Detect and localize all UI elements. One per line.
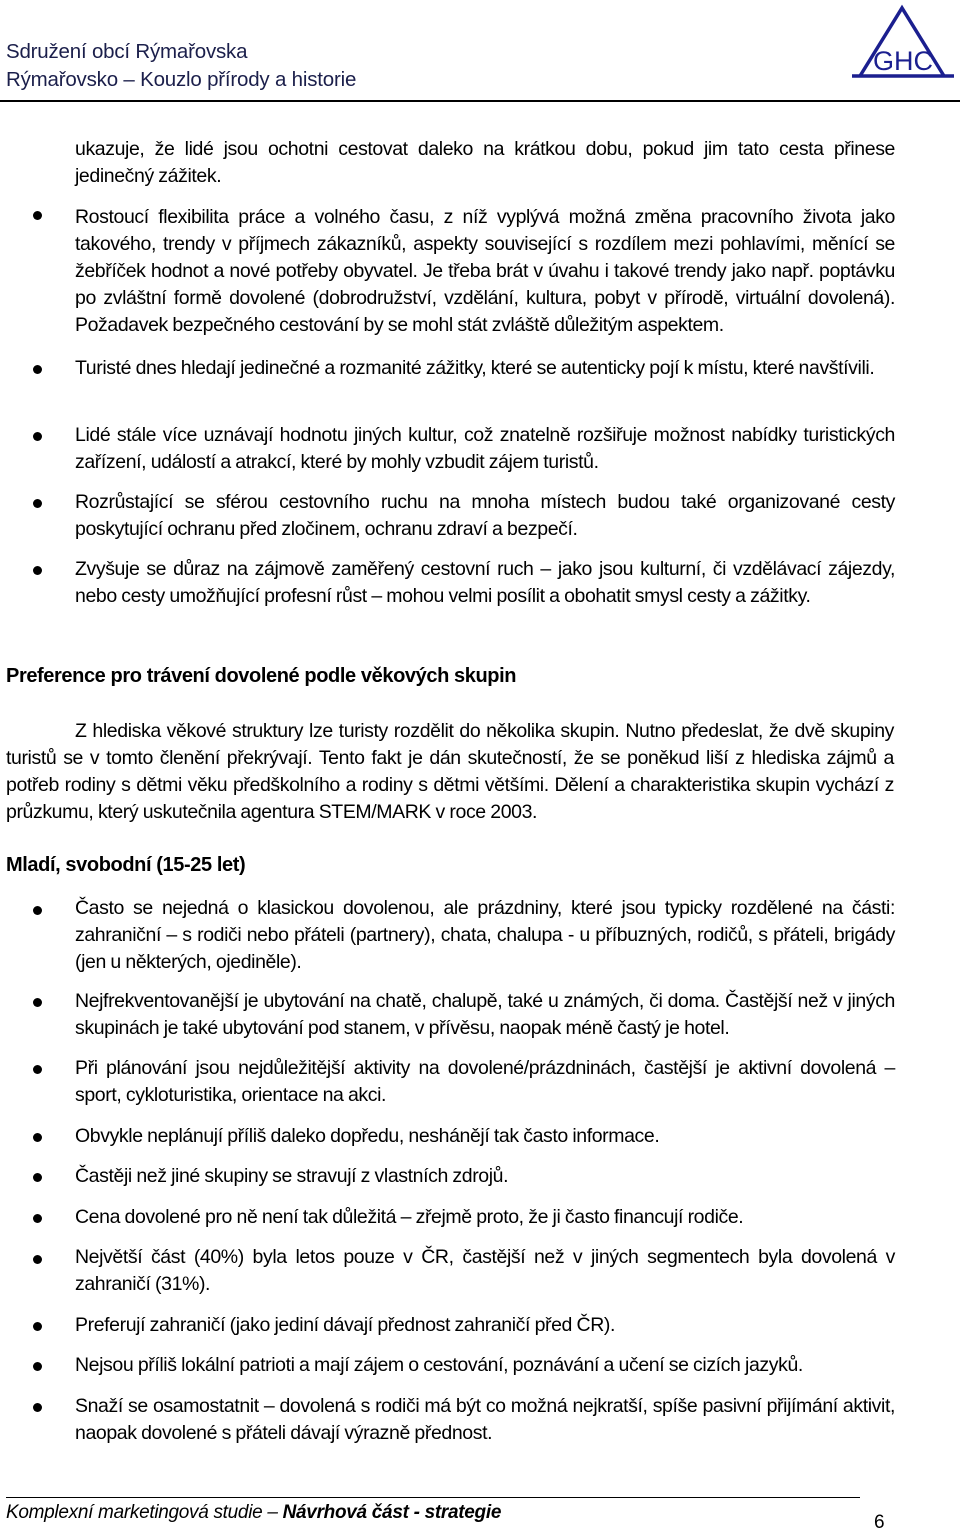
intro-continuation: ukazuje, že lidé jsou ochotni cestovat daleko na krátkou dobu, pokud jim tato cesta přinese jedinečný zážitek. xyxy=(75,138,895,187)
ghc-logo xyxy=(850,2,956,82)
list-item: Preferují zahraničí (jako jediní dávají přednost zahraničí před ČR). xyxy=(75,1314,615,1336)
page-number: 6 xyxy=(874,1512,885,1533)
bullet-dot xyxy=(33,1362,42,1371)
list-item: Rozrůstající se sférou cestovního ruchu na mnoha místech budou také organizované cesty poskytující ochranu před zločinem, ochranu zdraví a bezpečí. xyxy=(75,491,895,540)
bullet-dot xyxy=(33,1255,42,1264)
list-item: Obvykle neplánují příliš daleko dopředu, neshánějí tak často informace. xyxy=(75,1125,660,1147)
page-header xyxy=(0,0,960,100)
list-item: Turisté dnes hledají jedinečné a rozmanité zážitky, které se autenticky pojí k místu, které navštívili. xyxy=(75,357,875,379)
bullet-dot xyxy=(33,499,42,508)
body-paragraph xyxy=(6,718,894,826)
section-heading-young: Mladí, svobodní (15-25 let) xyxy=(6,854,246,876)
bullet-dot xyxy=(33,906,42,915)
bullet-dot xyxy=(33,1322,42,1331)
header-organization: Sdružení obcí Rýmařovska xyxy=(6,40,248,63)
list-item: Častěji než jiné skupiny se stravují z vlastních zdrojů. xyxy=(75,1165,509,1187)
bullet-dot xyxy=(33,1065,42,1074)
list-item: Snaží se osamostatnit – dovolená s rodiči má být co možná nejkratší, spíše pasivní přijímání aktivit, naopak dovolené s přáteli dávají výrazně přednost. xyxy=(75,1395,895,1444)
header-divider xyxy=(0,100,960,102)
bullet-dot xyxy=(33,566,42,575)
list-item: Lidé stále více uznávají hodnotu jiných kultur, což znatelně rozšiřuje možnost nabídky turistických zařízení, událostí a atrakcí, které by mohly vzbudit zájem turistů. xyxy=(75,424,895,473)
bullet-dot xyxy=(33,1173,42,1182)
body-paragraph-text: Z hlediska věkové struktury lze turisty rozdělit do několika skupin. Nutno předeslat, že dvě skupiny turistů se v tomto členění překrývají. Tento fakt je dán skutečností, že se poněkud liší z hlediska zájmů a potřeb rodiny s dětmi věku předškolního a rodiny s dětmi většími. Dělení a charakteristika skupin vychází z průzkumu, který uskutečnila agentura STEM/MARK v roce 2003. xyxy=(6,720,894,823)
bullet-dot xyxy=(33,1214,42,1223)
list-item: Často se nejedná o klasickou dovolenou, ale prázdniny, které jsou typicky rozdělené na části: zahraniční – s rodiči nebo přáteli (partnery), chata, chalupa - u příbuzných, rodičů, s přáteli, brigády (jen u některých, ojediněle). xyxy=(75,897,895,973)
footer-title-bold: Návrhová část - strategie xyxy=(282,1502,502,1523)
footer-title-prefix: Komplexní marketingová studie – xyxy=(6,1502,283,1523)
bullet-dot xyxy=(33,365,42,374)
list-item: Při plánování jsou nejdůležitější aktivity na dovolené/prázdninách, častější je aktivní dovolená – sport, cykloturistika, orientace na akci. xyxy=(75,1057,895,1106)
bullet-dot xyxy=(33,1133,42,1142)
footer-divider xyxy=(6,1497,860,1498)
bullet-dot xyxy=(33,998,42,1007)
list-item: Nejsou příliš lokální patrioti a mají zájem o cestování, poznávání a učení se cizích jazyků. xyxy=(75,1354,803,1376)
logo-text: GHC xyxy=(873,46,933,76)
bullet-dot xyxy=(33,211,42,220)
list-item: Cena dovolené pro ně není tak důležitá – zřejmě proto, že ji často financují rodiče. xyxy=(75,1206,744,1228)
list-item: Největší část (40%) byla letos pouze v ČR, častější než v jiných segmentech byla dovolená v zahraničí (31%). xyxy=(75,1246,895,1295)
bullet-dot xyxy=(33,432,42,441)
bullet-dot xyxy=(33,1403,42,1412)
list-item: Rostoucí flexibilita práce a volného času, z níž vyplývá možná změna pracovního života jako takového, trendy v příjmech zákazníků, aspekty související s rozdílem mezi pohlavími, měnící se žebříček hodnot a nové potřeby obyvatel. Je třeba brát v úvahu i takové trendy jako např. poptávku po zvláštní formě dovolené (dobrodružství, vzdělání, kultura, pobyt v přírodě, virtuální dovolená). Požadavek bezpečného cestování by se mohl stát zvláště důležitým aspektem. xyxy=(75,206,895,336)
footer-title xyxy=(6,1502,501,1524)
list-item: Zvyšuje se důraz na zájmově zaměřený cestovní ruch – jako jsou kulturní, či vzdělávací zájezdy, nebo cesty umožňující profesní růst – mohou velmi posílit a obohatit smysl cesty a zážitky. xyxy=(75,558,895,607)
section-heading: Preference pro trávení dovolené podle věkových skupin xyxy=(6,665,517,687)
list-item: Nejfrekventovanější je ubytování na chatě, chalupě, také u známých, či doma. Častější než v jiných skupinách je také ubytování pod stanem, v přívěsu, naopak méně častý je hotel. xyxy=(75,990,895,1039)
header-project-title: Rýmařovsko – Kouzlo přírody a historie xyxy=(6,68,357,91)
